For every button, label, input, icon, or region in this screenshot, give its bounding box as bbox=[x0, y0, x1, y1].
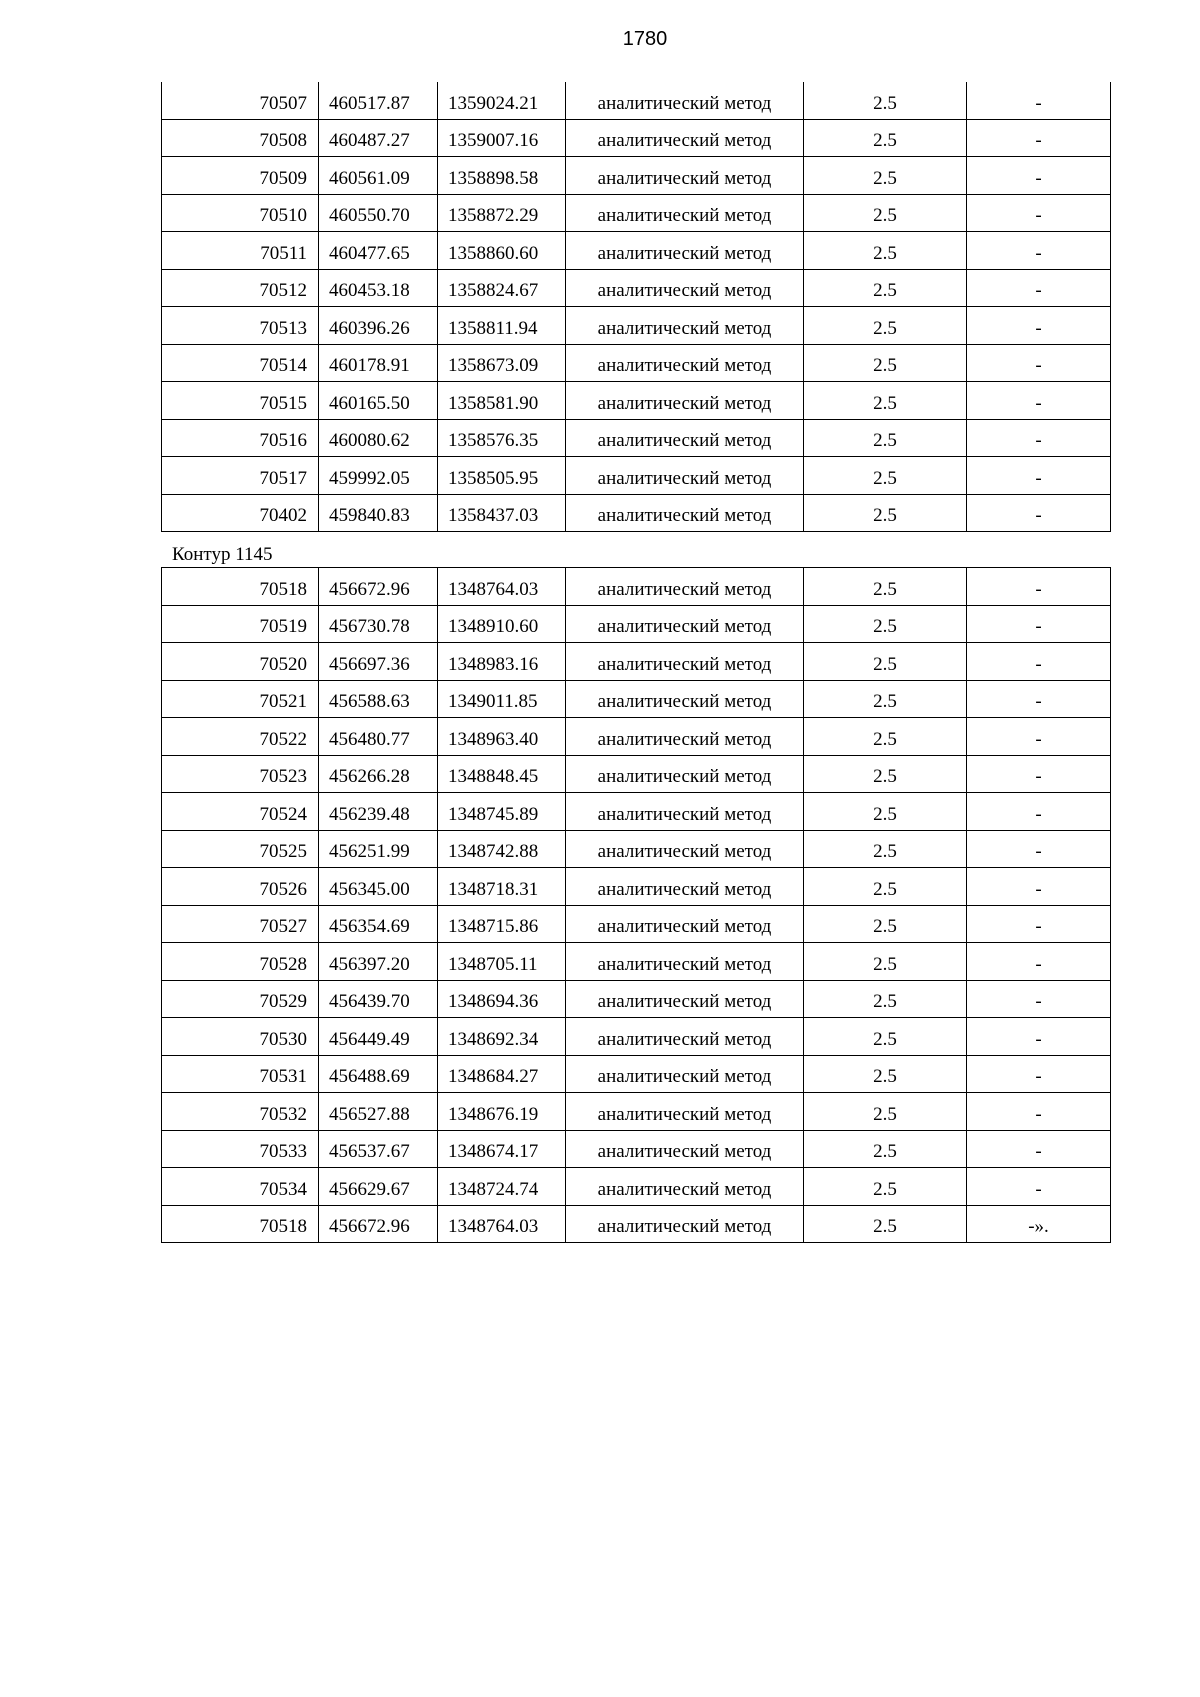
accuracy-cell: 2.5 bbox=[804, 1018, 967, 1056]
y-coordinate-cell: 1358505.95 bbox=[438, 457, 566, 495]
y-coordinate-cell: 1358673.09 bbox=[438, 344, 566, 382]
x-coordinate-cell: 456697.36 bbox=[319, 643, 438, 681]
note-cell: - bbox=[967, 382, 1111, 420]
point-number-cell: 70510 bbox=[162, 194, 319, 232]
x-coordinate-cell: 456239.48 bbox=[319, 793, 438, 831]
x-coordinate-cell: 456251.99 bbox=[319, 830, 438, 868]
method-cell: аналитический метод bbox=[566, 194, 804, 232]
accuracy-cell: 2.5 bbox=[804, 1055, 967, 1093]
method-cell: аналитический метод bbox=[566, 419, 804, 457]
x-coordinate-cell: 456629.67 bbox=[319, 1168, 438, 1206]
point-number-cell: 70532 bbox=[162, 1093, 319, 1131]
table-row bbox=[162, 157, 1111, 195]
note-cell: - bbox=[967, 344, 1111, 382]
accuracy-cell: 2.5 bbox=[804, 82, 967, 119]
x-coordinate-cell: 456527.88 bbox=[319, 1093, 438, 1131]
x-coordinate-cell: 460550.70 bbox=[319, 194, 438, 232]
note-cell: - bbox=[967, 1093, 1111, 1131]
table-row bbox=[162, 943, 1111, 981]
accuracy-cell: 2.5 bbox=[804, 718, 967, 756]
accuracy-cell: 2.5 bbox=[804, 344, 967, 382]
x-coordinate-cell: 460453.18 bbox=[319, 269, 438, 307]
method-cell: аналитический метод bbox=[566, 1093, 804, 1131]
note-cell: - bbox=[967, 419, 1111, 457]
table-row bbox=[162, 868, 1111, 906]
point-number-cell: 70525 bbox=[162, 830, 319, 868]
table-row bbox=[162, 119, 1111, 157]
accuracy-cell: 2.5 bbox=[804, 868, 967, 906]
note-cell: - bbox=[967, 568, 1111, 606]
x-coordinate-cell: 456266.28 bbox=[319, 755, 438, 793]
note-cell: - bbox=[967, 605, 1111, 643]
note-cell: - bbox=[967, 793, 1111, 831]
note-cell: - bbox=[967, 868, 1111, 906]
note-cell: - bbox=[967, 680, 1111, 718]
y-coordinate-cell: 1348674.17 bbox=[438, 1130, 566, 1168]
note-cell: - bbox=[967, 1055, 1111, 1093]
method-cell: аналитический метод bbox=[566, 868, 804, 906]
method-cell: аналитический метод bbox=[566, 1055, 804, 1093]
x-coordinate-cell: 456480.77 bbox=[319, 718, 438, 756]
method-cell: аналитический метод bbox=[566, 605, 804, 643]
note-cell: - bbox=[967, 755, 1111, 793]
accuracy-cell: 2.5 bbox=[804, 232, 967, 270]
x-coordinate-cell: 460396.26 bbox=[319, 307, 438, 345]
table-row bbox=[162, 680, 1111, 718]
accuracy-cell: 2.5 bbox=[804, 643, 967, 681]
y-coordinate-cell: 1348694.36 bbox=[438, 980, 566, 1018]
table-row bbox=[162, 568, 1111, 606]
y-coordinate-cell: 1359007.16 bbox=[438, 119, 566, 157]
accuracy-cell: 2.5 bbox=[804, 157, 967, 195]
x-coordinate-cell: 456488.69 bbox=[319, 1055, 438, 1093]
note-cell: - bbox=[967, 307, 1111, 345]
point-number-cell: 70520 bbox=[162, 643, 319, 681]
accuracy-cell: 2.5 bbox=[804, 943, 967, 981]
point-number-cell: 70533 bbox=[162, 1130, 319, 1168]
coordinates-table-bottom-body bbox=[162, 568, 1111, 1243]
y-coordinate-cell: 1348715.86 bbox=[438, 905, 566, 943]
method-cell: аналитический метод bbox=[566, 943, 804, 981]
table-row bbox=[162, 1018, 1111, 1056]
note-cell: - bbox=[967, 494, 1111, 532]
y-coordinate-cell: 1348724.74 bbox=[438, 1168, 566, 1206]
accuracy-cell: 2.5 bbox=[804, 307, 967, 345]
note-cell: - bbox=[967, 119, 1111, 157]
table-row bbox=[162, 457, 1111, 495]
contour-label: Контур 1145 bbox=[172, 544, 273, 565]
x-coordinate-cell: 460178.91 bbox=[319, 344, 438, 382]
x-coordinate-cell: 456397.20 bbox=[319, 943, 438, 981]
method-cell: аналитический метод bbox=[566, 1205, 804, 1243]
x-coordinate-cell: 456345.00 bbox=[319, 868, 438, 906]
table-row bbox=[162, 194, 1111, 232]
y-coordinate-cell: 1358898.58 bbox=[438, 157, 566, 195]
accuracy-cell: 2.5 bbox=[804, 269, 967, 307]
method-cell: аналитический метод bbox=[566, 755, 804, 793]
x-coordinate-cell: 459840.83 bbox=[319, 494, 438, 532]
note-cell: - bbox=[967, 980, 1111, 1018]
method-cell: аналитический метод bbox=[566, 793, 804, 831]
note-cell: - bbox=[967, 1018, 1111, 1056]
note-cell: - bbox=[967, 718, 1111, 756]
note-cell: - bbox=[967, 82, 1111, 119]
table-row bbox=[162, 980, 1111, 1018]
method-cell: аналитический метод bbox=[566, 1130, 804, 1168]
table-row bbox=[162, 718, 1111, 756]
method-cell: аналитический метод bbox=[566, 680, 804, 718]
y-coordinate-cell: 1348692.34 bbox=[438, 1018, 566, 1056]
y-coordinate-cell: 1358437.03 bbox=[438, 494, 566, 532]
x-coordinate-cell: 460517.87 bbox=[319, 82, 438, 119]
y-coordinate-cell: 1348963.40 bbox=[438, 718, 566, 756]
point-number-cell: 70518 bbox=[162, 568, 319, 606]
method-cell: аналитический метод bbox=[566, 643, 804, 681]
method-cell: аналитический метод bbox=[566, 1168, 804, 1206]
accuracy-cell: 2.5 bbox=[804, 1130, 967, 1168]
y-coordinate-cell: 1358576.35 bbox=[438, 419, 566, 457]
table-row bbox=[162, 1055, 1111, 1093]
note-cell: - bbox=[967, 1168, 1111, 1206]
point-number-cell: 70511 bbox=[162, 232, 319, 270]
y-coordinate-cell: 1348705.11 bbox=[438, 943, 566, 981]
note-cell: - bbox=[967, 830, 1111, 868]
accuracy-cell: 2.5 bbox=[804, 1093, 967, 1131]
coordinates-table-top bbox=[161, 82, 1111, 532]
table-row bbox=[162, 344, 1111, 382]
accuracy-cell: 2.5 bbox=[804, 1205, 967, 1243]
y-coordinate-cell: 1358811.94 bbox=[438, 307, 566, 345]
point-number-cell: 70521 bbox=[162, 680, 319, 718]
y-coordinate-cell: 1348764.03 bbox=[438, 1205, 566, 1243]
note-cell: - bbox=[967, 643, 1111, 681]
note-cell: - bbox=[967, 157, 1111, 195]
y-coordinate-cell: 1358581.90 bbox=[438, 382, 566, 420]
coordinates-table-bottom bbox=[161, 567, 1111, 1243]
accuracy-cell: 2.5 bbox=[804, 1168, 967, 1206]
accuracy-cell: 2.5 bbox=[804, 494, 967, 532]
x-coordinate-cell: 456354.69 bbox=[319, 905, 438, 943]
note-cell: - bbox=[967, 943, 1111, 981]
point-number-cell: 70402 bbox=[162, 494, 319, 532]
point-number-cell: 70513 bbox=[162, 307, 319, 345]
table-row bbox=[162, 419, 1111, 457]
y-coordinate-cell: 1358860.60 bbox=[438, 232, 566, 270]
y-coordinate-cell: 1348764.03 bbox=[438, 568, 566, 606]
point-number-cell: 70523 bbox=[162, 755, 319, 793]
x-coordinate-cell: 460165.50 bbox=[319, 382, 438, 420]
note-cell: - bbox=[967, 905, 1111, 943]
y-coordinate-cell: 1358872.29 bbox=[438, 194, 566, 232]
y-coordinate-cell: 1348745.89 bbox=[438, 793, 566, 831]
point-number-cell: 70509 bbox=[162, 157, 319, 195]
table-row bbox=[162, 605, 1111, 643]
table-row bbox=[162, 494, 1111, 532]
accuracy-cell: 2.5 bbox=[804, 568, 967, 606]
x-coordinate-cell: 460477.65 bbox=[319, 232, 438, 270]
table-row bbox=[162, 307, 1111, 345]
x-coordinate-cell: 460080.62 bbox=[319, 419, 438, 457]
accuracy-cell: 2.5 bbox=[804, 680, 967, 718]
method-cell: аналитический метод bbox=[566, 568, 804, 606]
method-cell: аналитический метод bbox=[566, 232, 804, 270]
x-coordinate-cell: 459992.05 bbox=[319, 457, 438, 495]
accuracy-cell: 2.5 bbox=[804, 830, 967, 868]
y-coordinate-cell: 1348742.88 bbox=[438, 830, 566, 868]
y-coordinate-cell: 1349011.85 bbox=[438, 680, 566, 718]
x-coordinate-cell: 460487.27 bbox=[319, 119, 438, 157]
table-row bbox=[162, 1168, 1111, 1206]
table-row bbox=[162, 1130, 1111, 1168]
point-number-cell: 70516 bbox=[162, 419, 319, 457]
point-number-cell: 70527 bbox=[162, 905, 319, 943]
method-cell: аналитический метод bbox=[566, 82, 804, 119]
point-number-cell: 70531 bbox=[162, 1055, 319, 1093]
point-number-cell: 70530 bbox=[162, 1018, 319, 1056]
method-cell: аналитический метод bbox=[566, 980, 804, 1018]
x-coordinate-cell: 456672.96 bbox=[319, 1205, 438, 1243]
point-number-cell: 70534 bbox=[162, 1168, 319, 1206]
point-number-cell: 70528 bbox=[162, 943, 319, 981]
point-number-cell: 70507 bbox=[162, 82, 319, 119]
y-coordinate-cell: 1348718.31 bbox=[438, 868, 566, 906]
point-number-cell: 70515 bbox=[162, 382, 319, 420]
y-coordinate-cell: 1359024.21 bbox=[438, 82, 566, 119]
y-coordinate-cell: 1348983.16 bbox=[438, 643, 566, 681]
x-coordinate-cell: 456537.67 bbox=[319, 1130, 438, 1168]
method-cell: аналитический метод bbox=[566, 344, 804, 382]
point-number-cell: 70526 bbox=[162, 868, 319, 906]
table-row bbox=[162, 830, 1111, 868]
y-coordinate-cell: 1348910.60 bbox=[438, 605, 566, 643]
point-number-cell: 70522 bbox=[162, 718, 319, 756]
table-row bbox=[162, 1205, 1111, 1243]
note-cell: - bbox=[967, 1130, 1111, 1168]
point-number-cell: 70514 bbox=[162, 344, 319, 382]
note-cell: - bbox=[967, 457, 1111, 495]
method-cell: аналитический метод bbox=[566, 718, 804, 756]
x-coordinate-cell: 456730.78 bbox=[319, 605, 438, 643]
method-cell: аналитический метод bbox=[566, 119, 804, 157]
point-number-cell: 70519 bbox=[162, 605, 319, 643]
method-cell: аналитический метод bbox=[566, 830, 804, 868]
accuracy-cell: 2.5 bbox=[804, 119, 967, 157]
table-row bbox=[162, 269, 1111, 307]
accuracy-cell: 2.5 bbox=[804, 382, 967, 420]
accuracy-cell: 2.5 bbox=[804, 605, 967, 643]
method-cell: аналитический метод bbox=[566, 157, 804, 195]
table-row bbox=[162, 82, 1111, 119]
x-coordinate-cell: 460561.09 bbox=[319, 157, 438, 195]
method-cell: аналитический метод bbox=[566, 1018, 804, 1056]
x-coordinate-cell: 456588.63 bbox=[319, 680, 438, 718]
table-row bbox=[162, 793, 1111, 831]
y-coordinate-cell: 1348676.19 bbox=[438, 1093, 566, 1131]
method-cell: аналитический метод bbox=[566, 269, 804, 307]
table-row bbox=[162, 232, 1111, 270]
point-number-cell: 70512 bbox=[162, 269, 319, 307]
x-coordinate-cell: 456449.49 bbox=[319, 1018, 438, 1056]
accuracy-cell: 2.5 bbox=[804, 755, 967, 793]
y-coordinate-cell: 1348684.27 bbox=[438, 1055, 566, 1093]
x-coordinate-cell: 456439.70 bbox=[319, 980, 438, 1018]
method-cell: аналитический метод bbox=[566, 307, 804, 345]
table-row bbox=[162, 755, 1111, 793]
accuracy-cell: 2.5 bbox=[804, 905, 967, 943]
coordinates-table-top-body bbox=[162, 82, 1111, 532]
x-coordinate-cell: 456672.96 bbox=[319, 568, 438, 606]
method-cell: аналитический метод bbox=[566, 457, 804, 495]
note-cell: - bbox=[967, 194, 1111, 232]
y-coordinate-cell: 1358824.67 bbox=[438, 269, 566, 307]
point-number-cell: 70508 bbox=[162, 119, 319, 157]
accuracy-cell: 2.5 bbox=[804, 457, 967, 495]
point-number-cell: 70517 bbox=[162, 457, 319, 495]
table-row bbox=[162, 382, 1111, 420]
accuracy-cell: 2.5 bbox=[804, 980, 967, 1018]
accuracy-cell: 2.5 bbox=[804, 419, 967, 457]
point-number-cell: 70524 bbox=[162, 793, 319, 831]
table-row bbox=[162, 643, 1111, 681]
note-cell: - bbox=[967, 232, 1111, 270]
page-number: 1780 bbox=[622, 28, 668, 50]
method-cell: аналитический метод bbox=[566, 905, 804, 943]
accuracy-cell: 2.5 bbox=[804, 793, 967, 831]
table-row bbox=[162, 1093, 1111, 1131]
note-cell: -». bbox=[967, 1205, 1111, 1243]
point-number-cell: 70529 bbox=[162, 980, 319, 1018]
method-cell: аналитический метод bbox=[566, 494, 804, 532]
y-coordinate-cell: 1348848.45 bbox=[438, 755, 566, 793]
method-cell: аналитический метод bbox=[566, 382, 804, 420]
note-cell: - bbox=[967, 269, 1111, 307]
accuracy-cell: 2.5 bbox=[804, 194, 967, 232]
table-row bbox=[162, 905, 1111, 943]
point-number-cell: 70518 bbox=[162, 1205, 319, 1243]
